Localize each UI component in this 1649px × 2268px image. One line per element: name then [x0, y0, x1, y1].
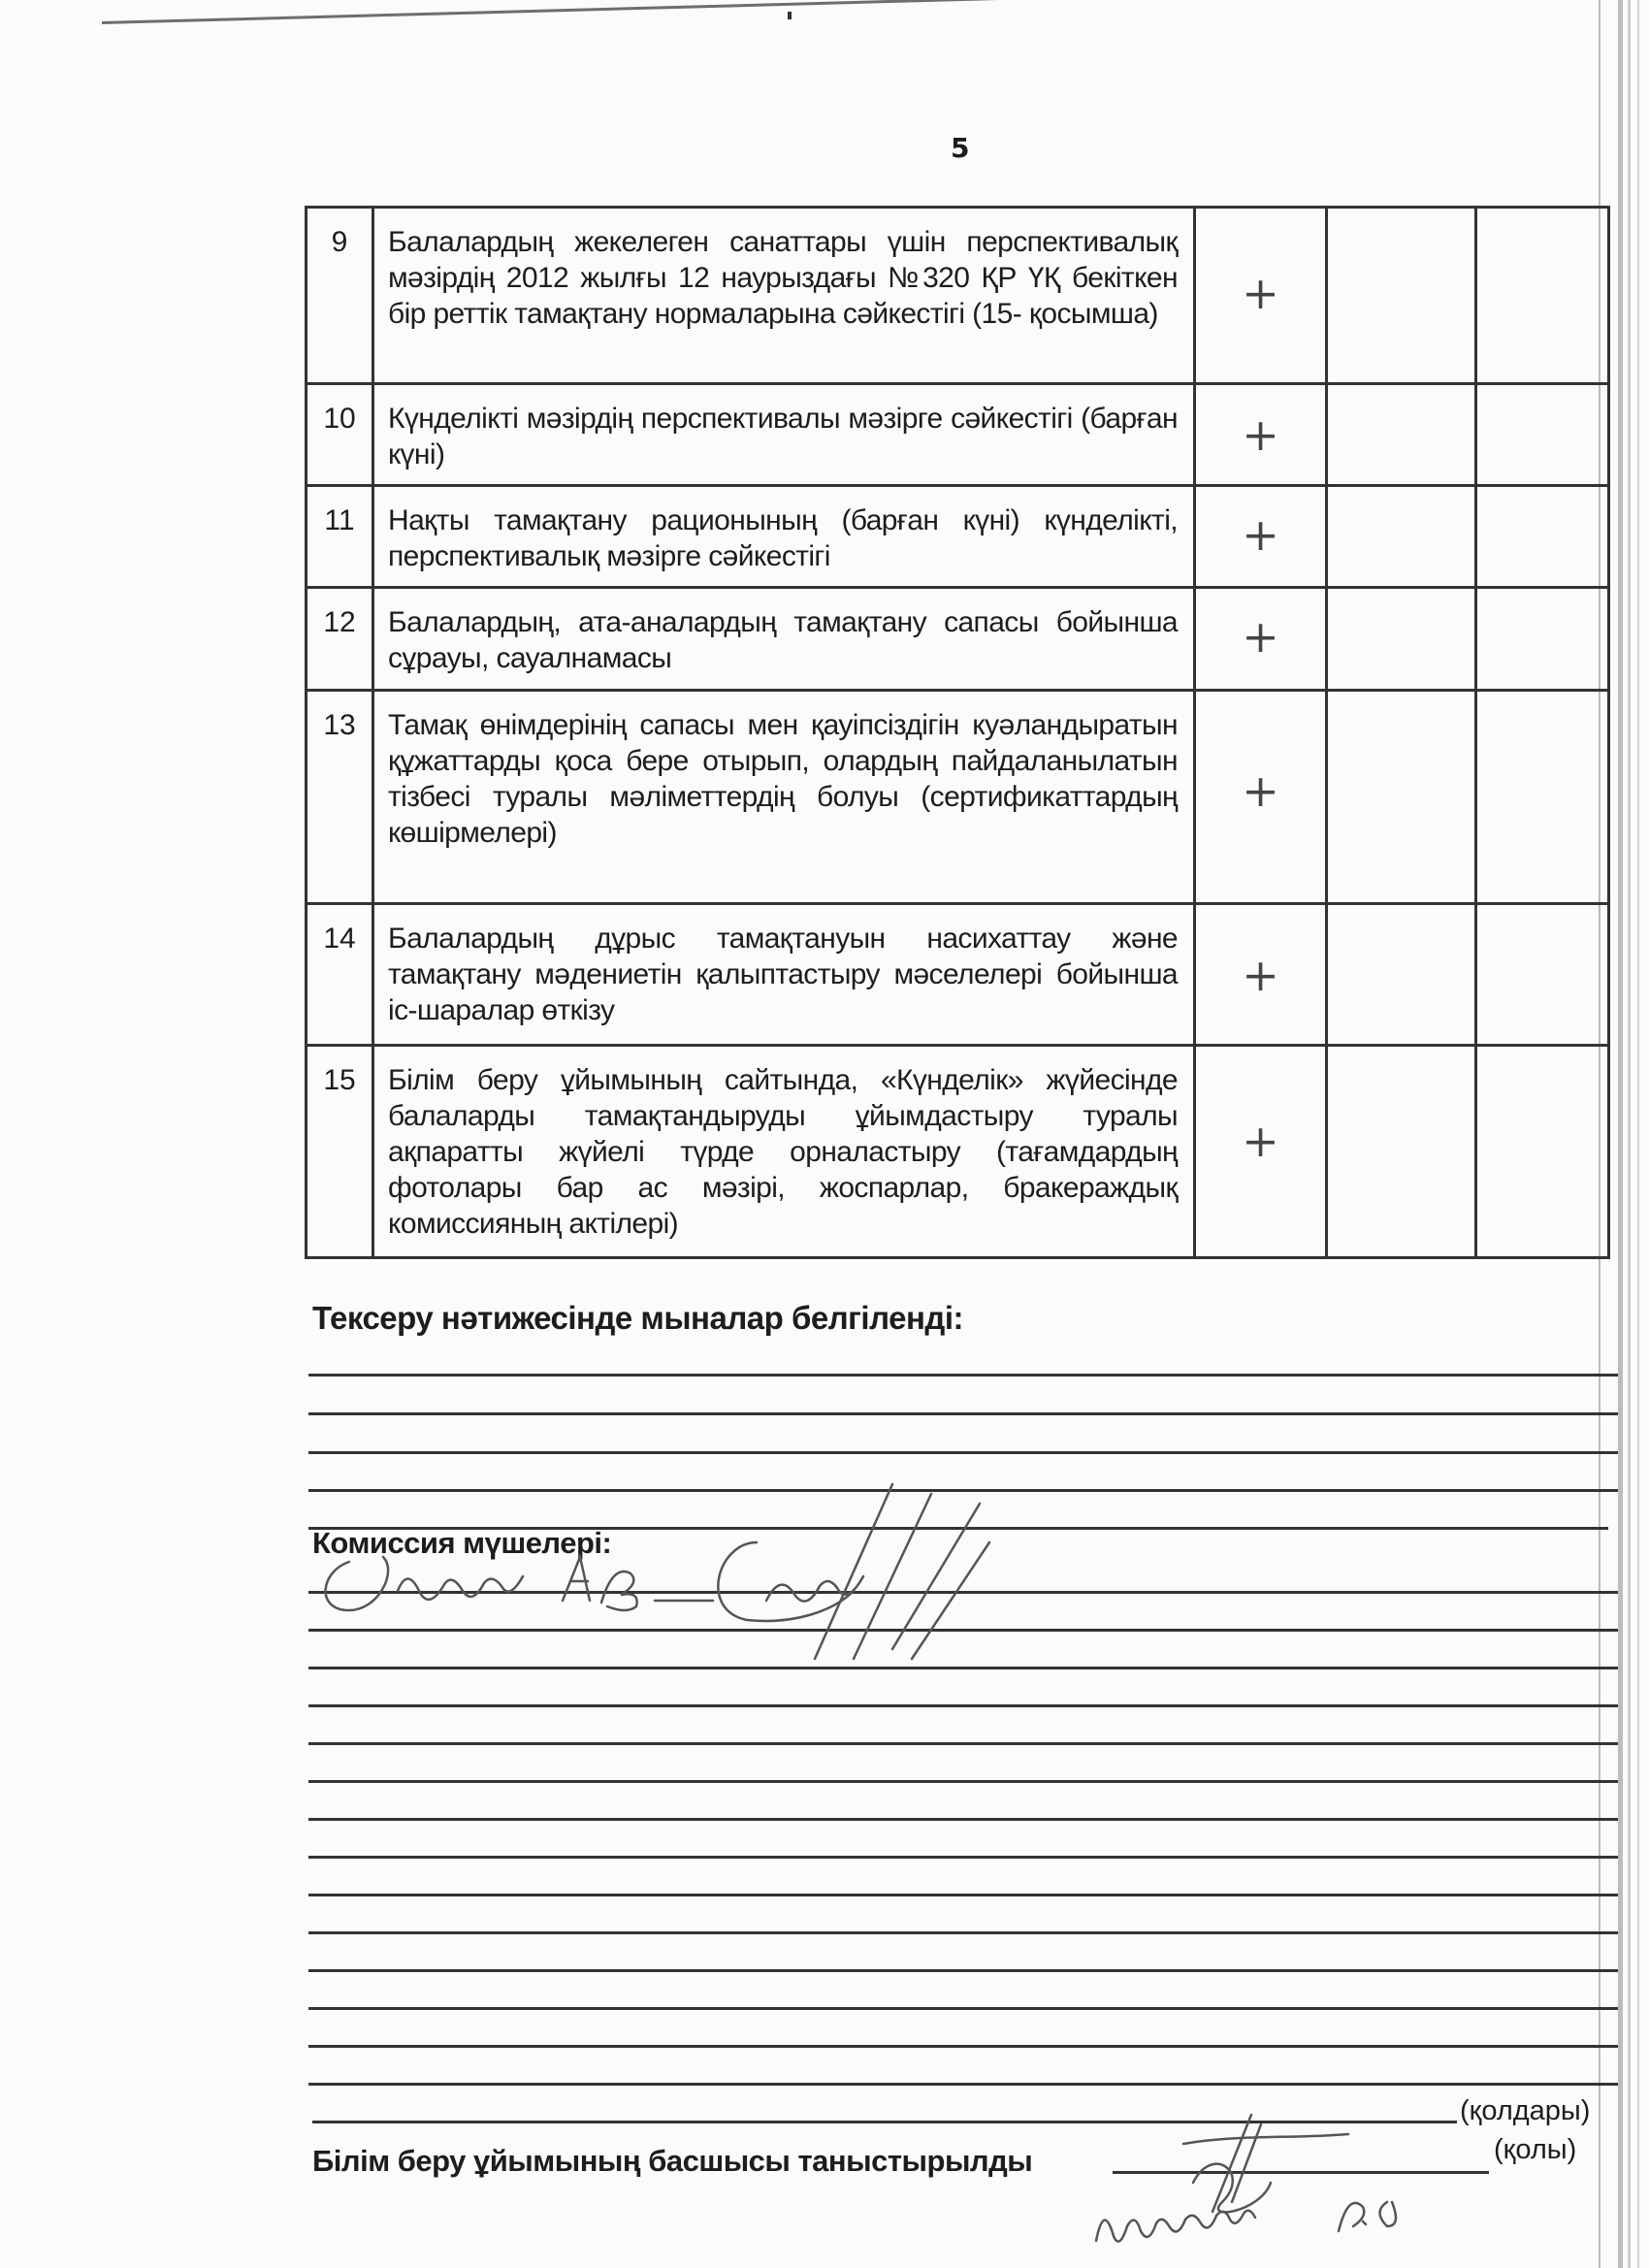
table-row — [307, 1046, 1609, 1258]
findings-heading: Тексеру нәтижесінде мыналар белгіленді: — [312, 1300, 963, 1336]
empty-cell — [1476, 486, 1609, 588]
blank-line — [308, 1451, 1618, 1454]
row-number: 15 — [307, 1046, 373, 1258]
empty-cell — [1476, 904, 1609, 1046]
handwritten-plus-mark: + — [1242, 408, 1279, 461]
blank-line — [308, 1374, 1618, 1377]
row-number: 13 — [307, 691, 373, 904]
commission-signature-drawing — [310, 1465, 1086, 1678]
table-row — [307, 384, 1609, 486]
scan-speck — [788, 12, 792, 19]
members-signature-caption: (қолдары) — [1460, 2095, 1591, 2126]
page-number: 5 — [951, 132, 970, 164]
top-skewed-rule — [102, 0, 1537, 24]
table-row — [307, 691, 1609, 904]
row-criterion: Балалардың, ата-аналардың тамақтану сапасы бойынша сұрауы, сауалнамасы — [388, 606, 1178, 674]
blank-line — [308, 2045, 1618, 2048]
blank-line — [308, 1969, 1618, 1972]
row-number: 11 — [307, 486, 373, 588]
row-criterion: Балалардың дұрыс тамақтануын насихаттау және тамақтану мәдениетін қалыптастыру мәселелері бойынша іс-шаралар өткізу — [388, 923, 1178, 1026]
blank-line — [308, 1894, 1618, 1896]
checklist-table — [305, 206, 1610, 1259]
row-criterion: Күнделікті мәзірдің перспективалы мәзірге сәйкестігі (барған күні) — [388, 403, 1178, 470]
empty-cell — [1327, 588, 1476, 691]
empty-cell — [1327, 1046, 1476, 1258]
handwritten-plus-mark: + — [1242, 267, 1279, 319]
table-row — [307, 588, 1609, 691]
empty-cell — [1327, 384, 1476, 486]
empty-cell — [1476, 208, 1609, 384]
empty-cell — [1476, 384, 1609, 486]
head-signature-drawing — [1067, 2086, 1494, 2251]
row-criterion: Білім беру ұйымының сайтында, «Күнделік» жүйесінде балаларды тамақтандыруды ұйымдастыру туралы ақпаратты жүйелі түрде орналастыру (тағамдардың фотолары бар ас мәзірі, жоспарлар, бракераждық комиссияның актілері) — [388, 1064, 1178, 1240]
scan-edge-line — [1637, 0, 1639, 2268]
blank-line — [308, 1856, 1618, 1859]
handwritten-plus-mark: + — [1242, 764, 1279, 817]
table-row — [307, 486, 1609, 588]
row-number: 9 — [307, 208, 373, 384]
row-number: 10 — [307, 384, 373, 486]
row-criterion: Балалардың жекелеген санаттары үшін перспективалық мәзірдің 2012 жылғы 12 наурыздағы №320 ҚР ҮҚ бекіткен бір реттік тамақтану нормаларына сәйкестігі (15- қосымша) — [388, 226, 1178, 330]
blank-line — [308, 1931, 1618, 1934]
head-signature-caption: (қолы) — [1494, 2134, 1577, 2165]
blank-line — [308, 1412, 1618, 1415]
empty-cell — [1327, 691, 1476, 904]
empty-cell — [1476, 588, 1609, 691]
row-criterion: Нақты тамақтану рационының (барған күні) күнделікті, перспективалық мәзірге сәйкестігі — [388, 504, 1178, 572]
row-number: 14 — [307, 904, 373, 1046]
blank-line — [308, 1818, 1618, 1821]
empty-cell — [1476, 1046, 1609, 1258]
empty-cell — [1327, 486, 1476, 588]
blank-line — [308, 1742, 1618, 1745]
blank-line — [308, 1704, 1618, 1707]
handwritten-plus-mark: + — [1242, 610, 1279, 663]
empty-cell — [1327, 208, 1476, 384]
head-acknowledged-label: Білім беру ұйымының басшысы таныстырылды — [312, 2144, 1033, 2178]
commission-members-label: Комиссия мүшелері: — [312, 1526, 612, 1560]
handwritten-plus-mark: + — [1242, 949, 1279, 1001]
table-row — [307, 208, 1609, 384]
blank-line — [308, 1780, 1618, 1783]
empty-cell — [1476, 691, 1609, 904]
scan-edge-line — [1628, 0, 1631, 2268]
row-criterion: Тамақ өнімдерінің сапасы мен қауіпсіздігін куәландыратын құжаттарды қоса бере отырып, олардың пайдаланылатын тізбесі туралы мәліметтердің болуы (сертификаттардың көшірмелері) — [388, 709, 1178, 849]
table-row — [307, 904, 1609, 1046]
row-number: 12 — [307, 588, 373, 691]
handwritten-plus-mark: + — [1242, 508, 1279, 561]
scan-edge-line — [1618, 0, 1623, 2268]
blank-line — [308, 2007, 1618, 2010]
handwritten-plus-mark: + — [1242, 1115, 1279, 1167]
empty-cell — [1327, 904, 1476, 1046]
